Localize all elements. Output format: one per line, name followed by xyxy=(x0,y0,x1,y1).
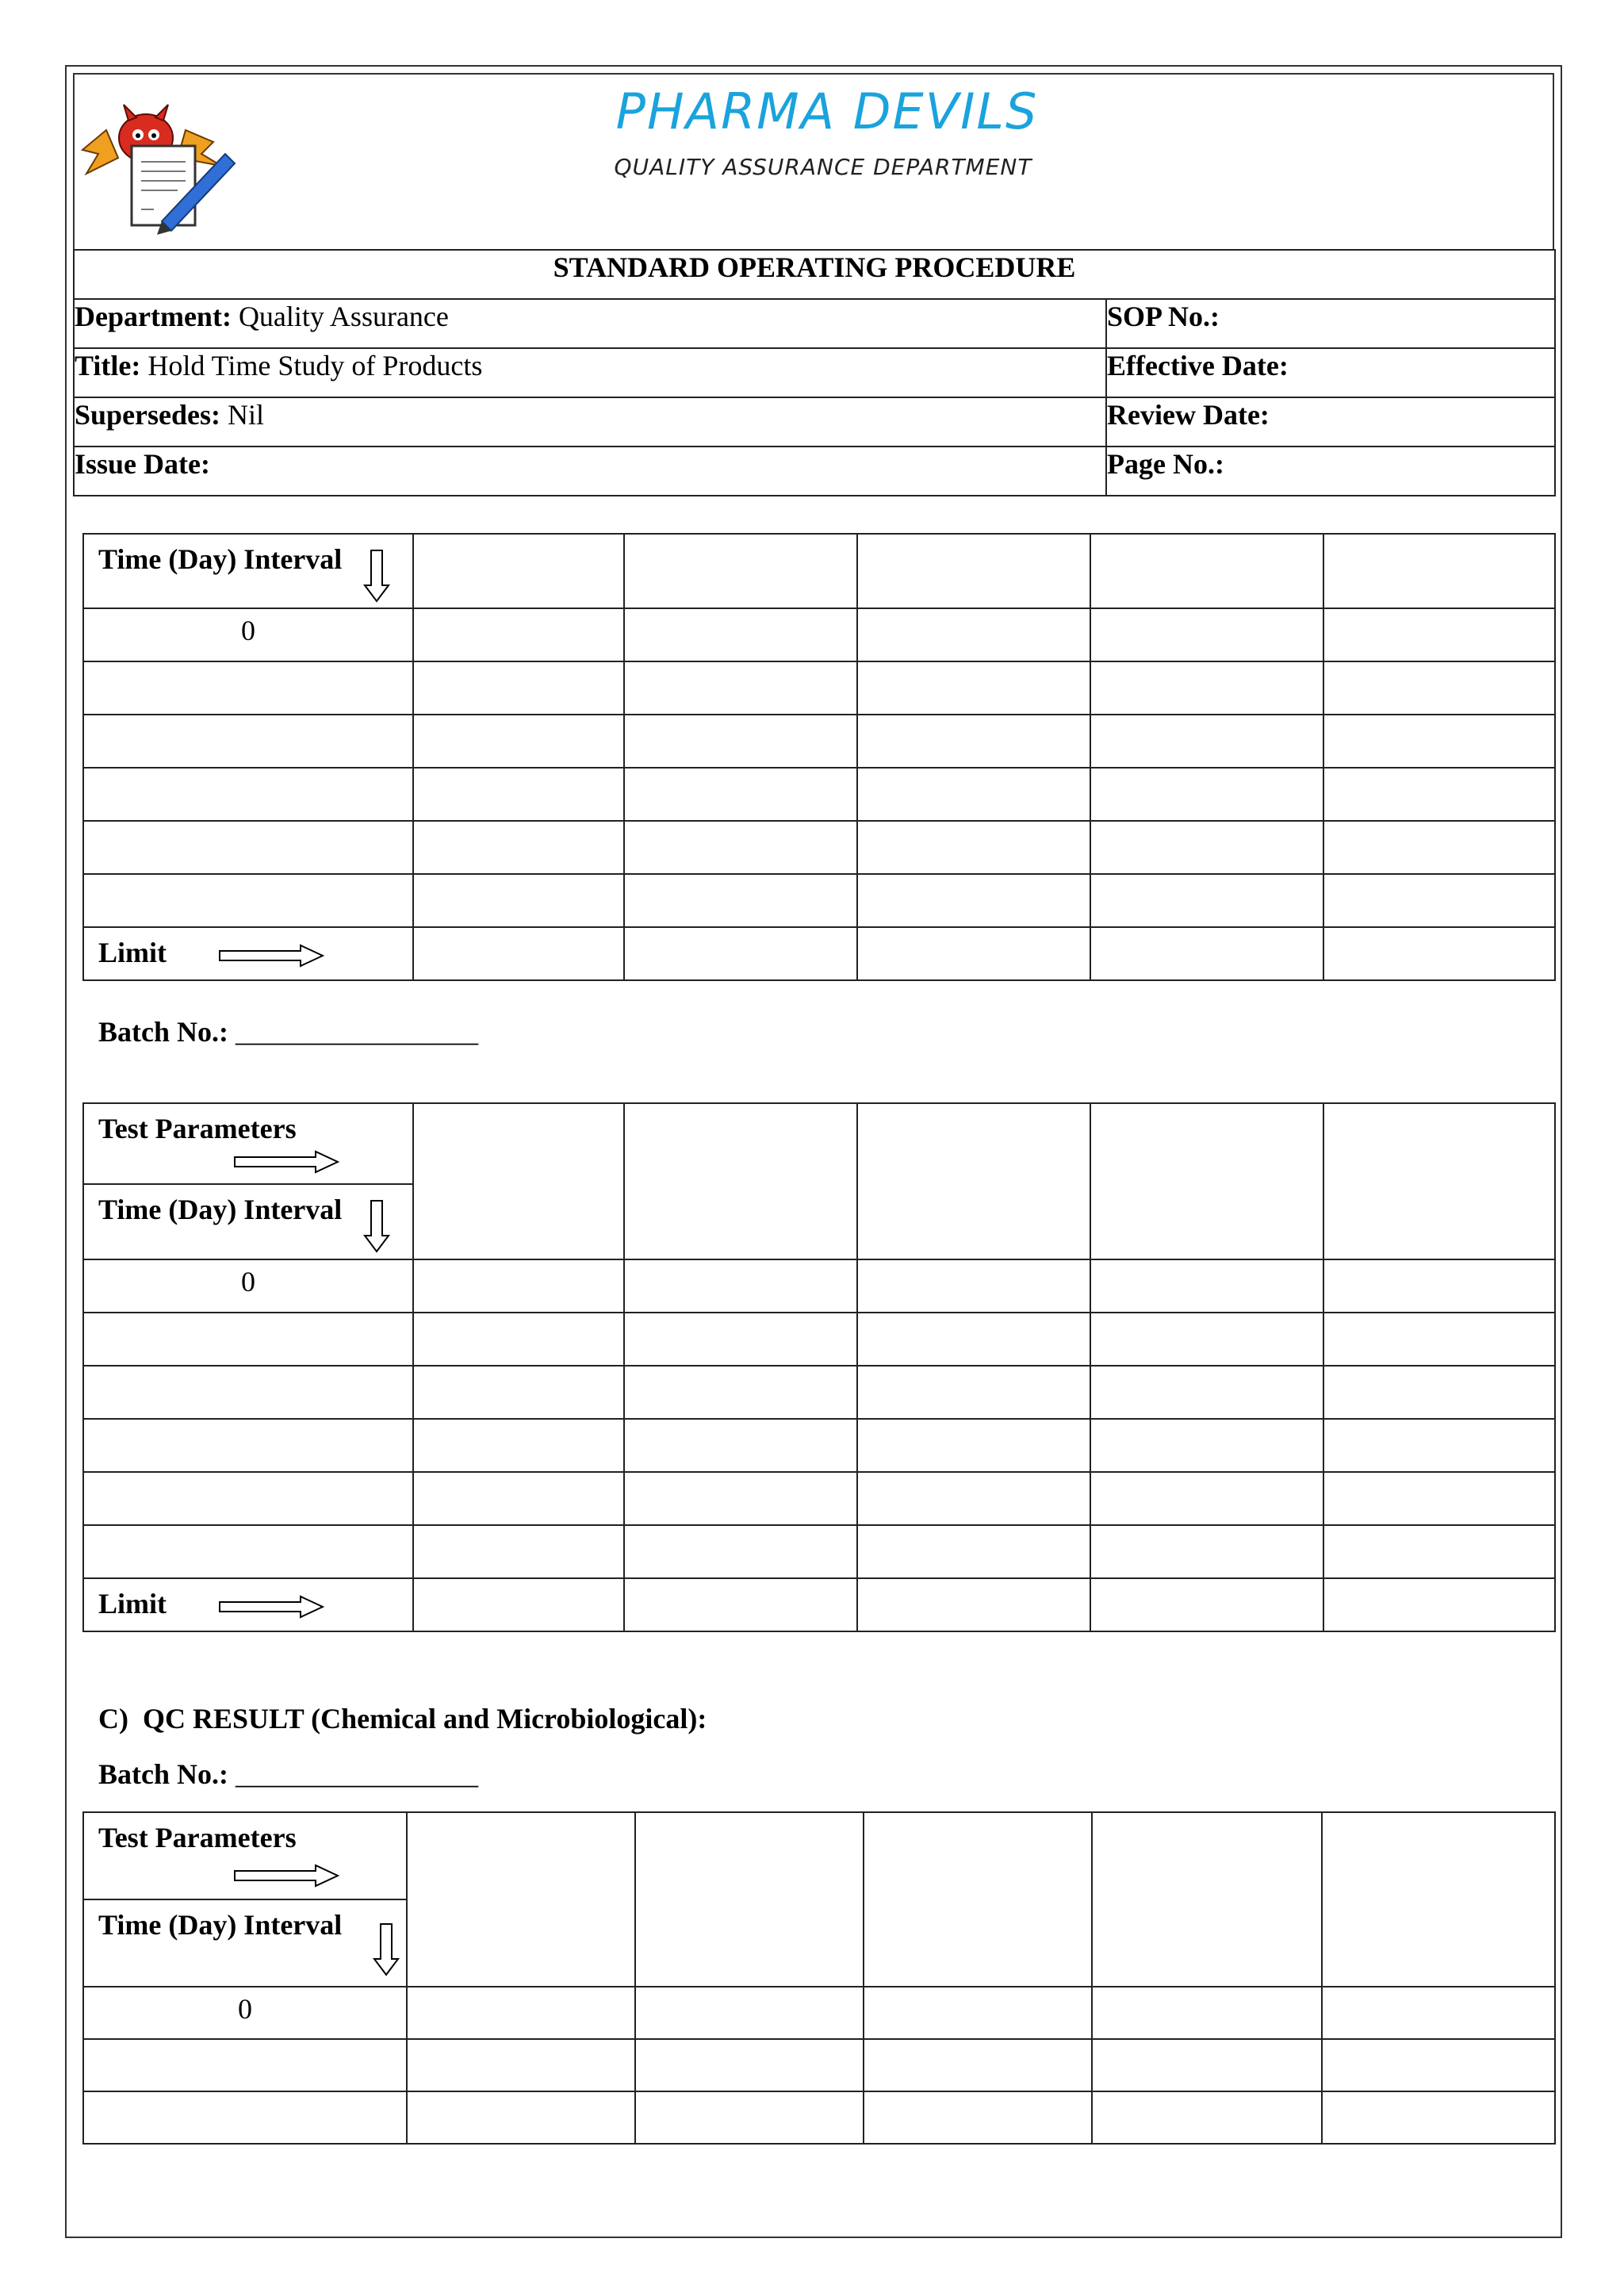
data-cell[interactable] xyxy=(1090,1366,1323,1419)
issue-date-label: Issue Date: xyxy=(74,447,1106,496)
data-cell[interactable] xyxy=(1323,1419,1555,1472)
department-line: QUALITY ASSURANCE DEPARTMENT xyxy=(614,154,1032,180)
param-cell[interactable] xyxy=(1322,1812,1555,1987)
data-cell[interactable] xyxy=(413,768,624,821)
data-cell[interactable] xyxy=(407,1987,635,2039)
param-cell[interactable] xyxy=(635,1812,864,1987)
data-cell[interactable] xyxy=(1323,715,1555,768)
param-cell[interactable] xyxy=(1090,1103,1323,1259)
limit-value-cell[interactable] xyxy=(857,1578,1090,1631)
arrow-down-icon xyxy=(363,549,390,603)
header-box xyxy=(73,73,1554,251)
interval-label: Time (Day) Interval xyxy=(98,1194,343,1225)
effective-date-label: Effective Date: xyxy=(1106,348,1555,397)
data-cell[interactable] xyxy=(1090,661,1323,715)
data-cell[interactable] xyxy=(1092,2039,1322,2091)
data-cell[interactable] xyxy=(857,1313,1090,1366)
review-date-label: Review Date: xyxy=(1106,397,1555,447)
data-cell[interactable] xyxy=(1322,2091,1555,2144)
limit-label: Limit xyxy=(98,937,167,968)
page-no-label: Page No.: xyxy=(1106,447,1555,496)
limit-value-cell[interactable] xyxy=(624,927,857,980)
data-cell[interactable] xyxy=(413,1525,624,1578)
limit-cell xyxy=(83,927,413,980)
data-cell[interactable] xyxy=(413,1313,624,1366)
data-cell[interactable] xyxy=(635,2039,864,2091)
data-cell[interactable] xyxy=(864,2091,1092,2144)
limit-value-cell[interactable] xyxy=(413,927,624,980)
data-cell[interactable] xyxy=(1323,874,1555,927)
data-cell[interactable] xyxy=(857,1419,1090,1472)
data-cell[interactable] xyxy=(1090,821,1323,874)
limit-value-cell[interactable] xyxy=(857,927,1090,980)
supersedes-label: Supersedes: xyxy=(75,399,221,431)
doc-type-title: STANDARD OPERATING PROCEDURE xyxy=(74,250,1555,299)
data-cell[interactable] xyxy=(83,1366,413,1419)
data-cell[interactable] xyxy=(624,821,857,874)
qc-result-table xyxy=(82,1811,1556,2145)
data-cell[interactable] xyxy=(83,661,413,715)
param-cell[interactable] xyxy=(1323,534,1555,608)
param-cell[interactable] xyxy=(624,534,857,608)
batch-no-1 xyxy=(98,1015,478,1048)
data-cell[interactable] xyxy=(857,715,1090,768)
param-cell[interactable] xyxy=(857,1103,1090,1259)
data-cell[interactable] xyxy=(624,768,857,821)
data-cell[interactable] xyxy=(635,1987,864,2039)
data-cell[interactable] xyxy=(864,1987,1092,2039)
table-row xyxy=(83,874,1555,927)
param-cell[interactable] xyxy=(1090,534,1323,608)
data-cell[interactable] xyxy=(1323,1525,1555,1578)
title-cell xyxy=(74,348,1106,397)
data-cell[interactable] xyxy=(624,1259,857,1313)
data-cell[interactable] xyxy=(1323,1259,1555,1313)
arrow-right-icon xyxy=(218,944,324,968)
data-cell[interactable] xyxy=(83,1525,413,1578)
param-cell[interactable] xyxy=(624,1103,857,1259)
limit-value-cell[interactable] xyxy=(413,1578,624,1631)
data-cell[interactable] xyxy=(1090,608,1323,661)
data-cell[interactable] xyxy=(1322,2039,1555,2091)
param-cell[interactable] xyxy=(413,534,624,608)
table-row xyxy=(83,1313,1555,1366)
table-row xyxy=(83,1525,1555,1578)
data-cell[interactable] xyxy=(83,768,413,821)
data-cell[interactable] xyxy=(1090,1419,1323,1472)
param-cell[interactable] xyxy=(1092,1812,1322,1987)
table-row xyxy=(83,661,1555,715)
sop-no-label: SOP No.: xyxy=(1106,299,1555,348)
data-cell[interactable] xyxy=(83,2039,407,2091)
batch-no-blank[interactable]: _________________ xyxy=(236,1758,478,1790)
data-cell[interactable] xyxy=(1323,768,1555,821)
arrow-right-icon xyxy=(233,1150,339,1174)
data-cell[interactable] xyxy=(1090,715,1323,768)
data-cell[interactable] xyxy=(864,2039,1092,2091)
sop-info-table xyxy=(73,249,1556,496)
supersedes-value: Nil xyxy=(220,399,265,431)
param-cell[interactable] xyxy=(407,1812,635,1987)
table-row xyxy=(83,2039,1555,2091)
interval-label: Time (Day) Interval xyxy=(98,1909,343,1941)
data-cell[interactable] xyxy=(624,1313,857,1366)
department-cell xyxy=(74,299,1106,348)
table-row xyxy=(83,1472,1555,1525)
department-label: Department: xyxy=(75,301,232,332)
interval-header-cell xyxy=(83,1184,413,1259)
limit-value-cell[interactable] xyxy=(1323,927,1555,980)
interval-header-cell xyxy=(83,534,413,608)
department-value: Quality Assurance xyxy=(231,301,449,332)
data-cell[interactable] xyxy=(1090,1259,1323,1313)
param-cell[interactable] xyxy=(864,1812,1092,1987)
data-cell[interactable] xyxy=(624,1419,857,1472)
table-row xyxy=(83,768,1555,821)
interval-zero: 0 xyxy=(83,1987,407,2039)
params-label: Test Parameters xyxy=(98,1822,297,1853)
limit-value-cell[interactable] xyxy=(1323,1578,1555,1631)
params-header-cell xyxy=(83,1812,407,1899)
table-row xyxy=(83,821,1555,874)
data-cell[interactable] xyxy=(413,874,624,927)
data-cell[interactable] xyxy=(413,1366,624,1419)
data-cell[interactable] xyxy=(413,1472,624,1525)
table-row xyxy=(83,1419,1555,1472)
data-cell[interactable] xyxy=(857,768,1090,821)
data-cell[interactable] xyxy=(1322,1987,1555,2039)
data-cell[interactable] xyxy=(1323,1313,1555,1366)
limit-value-cell[interactable] xyxy=(1090,1578,1323,1631)
param-cell[interactable] xyxy=(1323,1103,1555,1259)
arrow-right-icon xyxy=(233,1864,339,1888)
params-label: Test Parameters xyxy=(98,1113,297,1144)
arrow-down-icon xyxy=(373,1922,400,1976)
data-cell[interactable] xyxy=(857,1259,1090,1313)
data-cell[interactable] xyxy=(1323,821,1555,874)
data-cell[interactable] xyxy=(1323,1472,1555,1525)
data-cell[interactable] xyxy=(624,608,857,661)
document-pen-icon xyxy=(130,130,241,241)
data-cell[interactable] xyxy=(83,1313,413,1366)
table-row xyxy=(83,715,1555,768)
data-cell[interactable] xyxy=(635,2091,864,2144)
data-cell[interactable] xyxy=(407,2091,635,2144)
data-cell[interactable] xyxy=(1090,1472,1323,1525)
data-cell[interactable] xyxy=(1090,1525,1323,1578)
data-cell[interactable] xyxy=(83,1419,413,1472)
limit-value-cell[interactable] xyxy=(624,1578,857,1631)
section-c-heading: C) QC RESULT (Chemical and Microbiological): xyxy=(98,1703,707,1734)
batch-no-blank[interactable]: _________________ xyxy=(236,1016,478,1048)
data-cell[interactable] xyxy=(83,1472,413,1525)
data-cell[interactable] xyxy=(83,2091,407,2144)
data-cell[interactable] xyxy=(857,1472,1090,1525)
data-cell[interactable] xyxy=(857,608,1090,661)
data-cell[interactable] xyxy=(413,1259,624,1313)
data-cell[interactable] xyxy=(83,715,413,768)
data-cell[interactable] xyxy=(857,1366,1090,1419)
data-cell[interactable] xyxy=(624,1366,857,1419)
data-cell[interactable] xyxy=(1090,1313,1323,1366)
hold-time-table-1 xyxy=(82,533,1556,981)
interval-zero: 0 xyxy=(83,608,413,661)
interval-header-cell xyxy=(83,1899,407,1987)
data-cell[interactable] xyxy=(857,661,1090,715)
supersedes-cell xyxy=(74,397,1106,447)
batch-no-label: Batch No.: xyxy=(98,1758,228,1790)
title-label: Title: xyxy=(75,350,141,381)
data-cell[interactable] xyxy=(1323,1366,1555,1419)
data-cell[interactable] xyxy=(857,1525,1090,1578)
limit-cell xyxy=(83,1578,413,1631)
interval-label: Time (Day) Interval xyxy=(98,543,343,575)
interval-zero: 0 xyxy=(83,1259,413,1313)
data-cell[interactable] xyxy=(624,1472,857,1525)
arrow-down-icon xyxy=(363,1199,390,1253)
param-cell[interactable] xyxy=(413,1103,624,1259)
params-header-cell xyxy=(83,1103,413,1184)
arrow-right-icon xyxy=(218,1595,324,1619)
data-cell[interactable] xyxy=(1323,608,1555,661)
title-value: Hold Time Study of Products xyxy=(140,350,483,381)
data-cell[interactable] xyxy=(83,874,413,927)
data-cell[interactable] xyxy=(1092,1987,1322,2039)
data-cell[interactable] xyxy=(413,715,624,768)
data-cell[interactable] xyxy=(1092,2091,1322,2144)
data-cell[interactable] xyxy=(624,715,857,768)
limit-value-cell[interactable] xyxy=(1090,927,1323,980)
table-row xyxy=(83,1366,1555,1419)
data-cell[interactable] xyxy=(624,661,857,715)
param-cell[interactable] xyxy=(857,534,1090,608)
data-cell[interactable] xyxy=(857,821,1090,874)
batch-no-2 xyxy=(98,1757,478,1791)
data-cell[interactable] xyxy=(857,874,1090,927)
data-cell[interactable] xyxy=(83,821,413,874)
batch-no-label: Batch No.: xyxy=(98,1016,228,1048)
data-cell[interactable] xyxy=(407,2039,635,2091)
data-cell[interactable] xyxy=(624,1525,857,1578)
limit-label: Limit xyxy=(98,1588,167,1619)
brand-name: PHARMA DEVILS xyxy=(615,82,1039,140)
data-cell[interactable] xyxy=(413,821,624,874)
table-row xyxy=(83,2091,1555,2144)
hold-time-table-2 xyxy=(82,1102,1556,1632)
data-cell[interactable] xyxy=(1090,874,1323,927)
data-cell[interactable] xyxy=(624,874,857,927)
data-cell[interactable] xyxy=(1323,661,1555,715)
data-cell[interactable] xyxy=(413,1419,624,1472)
data-cell[interactable] xyxy=(413,661,624,715)
data-cell[interactable] xyxy=(413,608,624,661)
data-cell[interactable] xyxy=(1090,768,1323,821)
